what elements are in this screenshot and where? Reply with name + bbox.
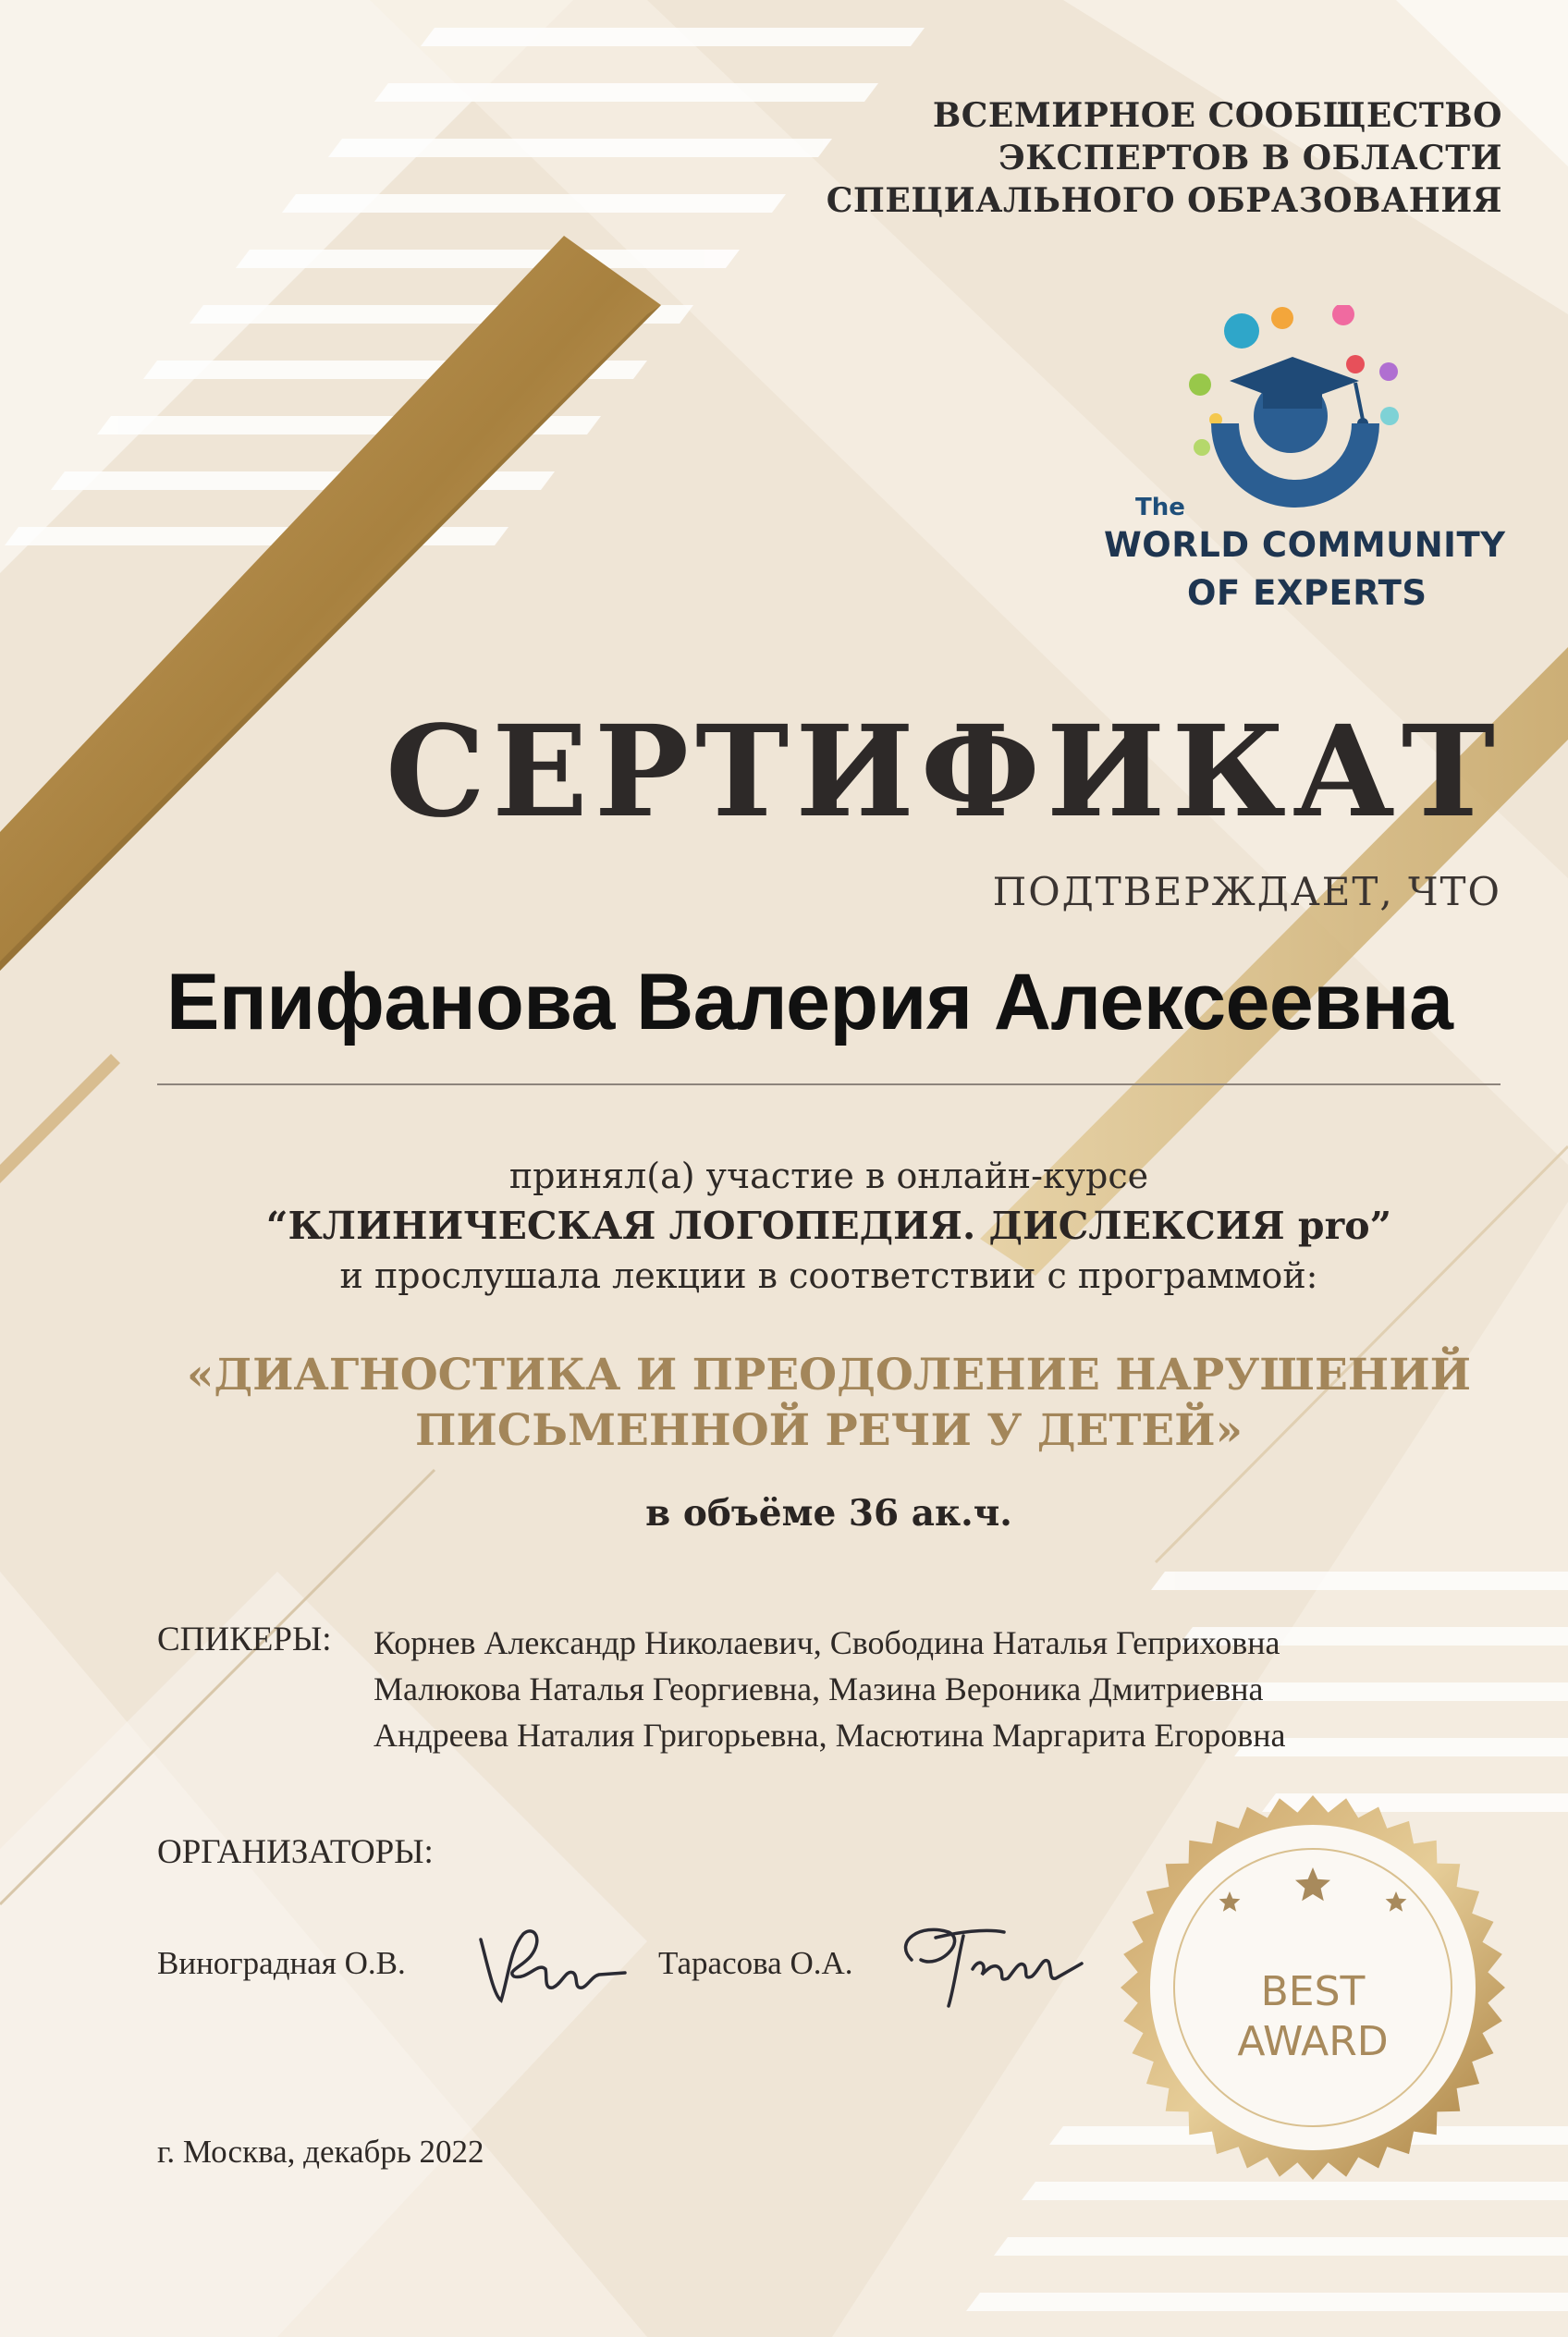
organizer-name: Тарасова О.А. — [658, 1945, 853, 1981]
logo-line-2: OF EXPERTS — [1187, 573, 1427, 613]
signature-icon — [470, 1912, 627, 2013]
logo-the: The — [1135, 494, 1185, 521]
organization-name — [827, 94, 1502, 222]
program-title-line: ПИСЬМЕННОЙ РЕЧИ У ДЕТЕЙ» — [415, 1405, 1243, 1456]
organizer-name: Виноградная О.В. — [157, 1945, 406, 1981]
program-title-line: «ДИАГНОСТИКА И ПРЕОДОЛЕНИЕ НАРУШЕНИЙ — [186, 1350, 1472, 1401]
course-name: “КЛИНИЧЕСКАЯ ЛОГОПЕДИЯ. ДИСЛЕКСИЯ pro” — [265, 1204, 1392, 1248]
program-title — [157, 1348, 1501, 1459]
certificate-title: СЕРТИФИКАТ — [385, 698, 1501, 846]
award-line: AWARD — [1237, 2018, 1389, 2065]
award-text — [1174, 1967, 1452, 2067]
graduation-cap-smile-logo-icon — [1091, 305, 1516, 619]
logo-line-1: WORLD COMMUNITY — [1104, 525, 1506, 565]
organization-name-line: СПЕЦИАЛЬНОГО ОБРАЗОВАНИЯ — [826, 181, 1502, 220]
speakers-line: Малюкова Наталья Георгиевна, Мазина Вероника Дмитриевна — [374, 1670, 1264, 1707]
confirms-text: ПОДТВЕРЖДАЕТ, ЧТО — [992, 869, 1501, 914]
organization-name-line: ВСЕМИРНОЕ СООБЩЕСТВО — [932, 96, 1502, 135]
lectures-text: и прослушала лекции в соответствии с программой: — [339, 1255, 1318, 1296]
recipient-name: Епифанова Валерия Алексеевна — [166, 958, 1453, 1046]
course-volume: в объёме 36 ак.ч. — [645, 1492, 1012, 1535]
speakers-list — [374, 1620, 1286, 1758]
speakers-line: Корнев Александр Николаевич, Свободина Наталья Геприховна — [374, 1624, 1280, 1661]
award-line: BEST — [1260, 1968, 1366, 2015]
speakers-line: Андреева Наталия Григорьевна, Масютина Маргарита Егоровна — [374, 1717, 1286, 1754]
organization-name-line: ЭКСПЕРТОВ В ОБЛАСТИ — [998, 139, 1502, 177]
recipient-underline — [157, 1083, 1501, 1085]
organizers-label: ОРГАНИЗАТОРЫ: — [157, 1833, 434, 1871]
signature-icon — [884, 1904, 1087, 2015]
location-date: г. Москва, декабрь 2022 — [157, 2134, 484, 2170]
participation-text: принял(а) участие в онлайн-курсе — [508, 1156, 1149, 1196]
speakers-label: СПИКЕРЫ: — [157, 1621, 332, 1658]
